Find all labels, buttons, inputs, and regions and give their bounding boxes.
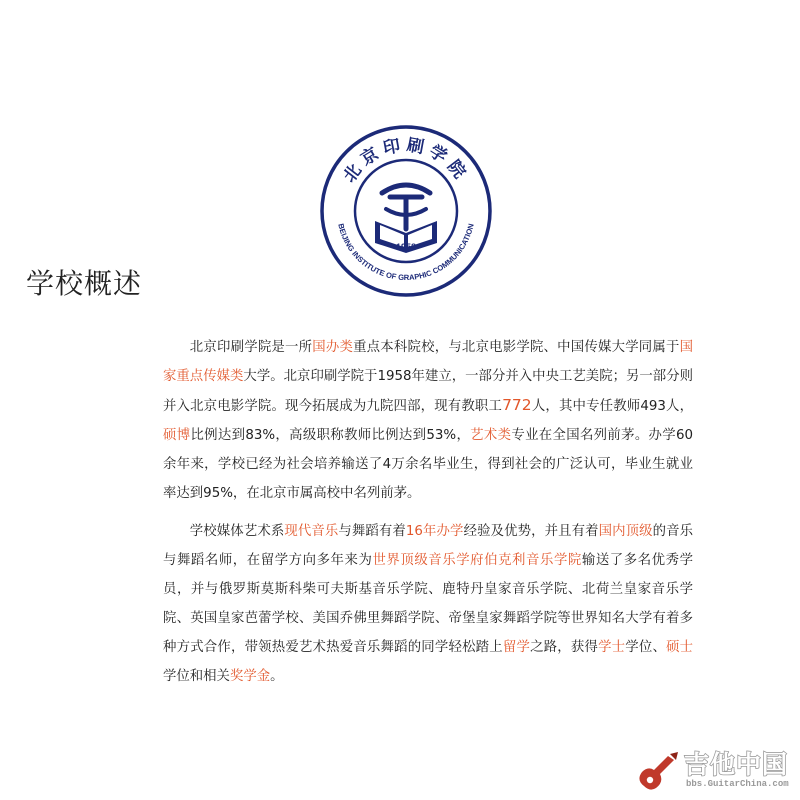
paragraph-text: 学位、 xyxy=(625,640,667,655)
paragraph-text: 重点本科院校，与北京电影学院、中国传媒大学同属于 xyxy=(353,340,680,355)
highlighted-keyword: 硕博 xyxy=(163,428,191,443)
paragraph-text: 北京印刷学院是一所 xyxy=(189,340,313,355)
paragraph-text: 学校媒体艺术系 xyxy=(189,524,285,539)
highlighted-keyword: 学士 xyxy=(598,640,626,655)
seal-english-name: BEIJING INSTITUTE OF GRAPHIC COMMUNICATION xyxy=(336,222,476,283)
intro-article xyxy=(163,333,693,691)
paragraph-text: 输送了多名优秀学员，并与俄罗斯莫斯科柴可夫斯基音乐学院、鹿特丹皇家音乐学院、北荷兰皇家音乐学院、英国皇家芭蕾学校、美国乔佛里舞蹈学院、帝堡皇家舞蹈学院等世界知名大学有着多种方式合作，带领热爱艺术热爱音乐舞蹈的同学轻松踏上 xyxy=(163,553,694,655)
paragraph-text: 的音乐与舞蹈名师，在留学方向多年来为 xyxy=(163,524,694,568)
highlighted-keyword: 世界顶级音乐学府伯克利音乐学院 xyxy=(372,553,582,568)
intro-paragraph-1 xyxy=(163,333,693,508)
highlighted-keyword: 国办类 xyxy=(312,340,354,355)
paragraph-text: 人，其中专任教师493人， xyxy=(531,399,694,414)
highlighted-keyword: 16年办学 xyxy=(405,524,464,539)
highlighted-keyword: 现代音乐 xyxy=(284,524,339,539)
highlighted-keyword: 硕士 xyxy=(666,640,694,655)
paragraph-text: 经验及优势，并且有着 xyxy=(463,524,599,539)
paragraph-text: 专业在全国名列前茅。办学60余年来，学校已经为社会培养输送了4万余名毕业生，得到社会的广泛认可，毕业生就业率达到95%，在北京市属高校中名列前茅。 xyxy=(163,428,694,501)
paragraph-text: 之路，获得 xyxy=(530,640,599,655)
highlighted-keyword: 艺术类 xyxy=(470,428,512,443)
paragraph-text: 大学。北京印刷学院于1958年建立，一部分并入中央工艺美院；另一部分则并入北京电影学院。现今拓展成为九院四部，现有教职工 xyxy=(163,369,693,414)
site-watermark xyxy=(634,750,790,794)
intro-paragraph-2 xyxy=(163,517,693,691)
guitar-logo-icon xyxy=(634,750,682,794)
university-seal-logo xyxy=(320,125,492,297)
highlighted-keyword: 奖学金 xyxy=(229,669,271,684)
highlighted-keyword: 国家重点传媒类 xyxy=(163,340,694,384)
paragraph-text: 学位和相关 xyxy=(163,669,230,684)
page-title: 学校概述 xyxy=(26,267,143,300)
highlighted-keyword: 国内顶级 xyxy=(598,524,653,539)
watermark-title: 吉他中国 xyxy=(684,750,789,779)
paragraph-text: 。 xyxy=(270,669,284,684)
seal-chinese-name: 北京印刷学院 xyxy=(339,135,473,187)
highlighted-keyword: 留学 xyxy=(502,640,531,655)
paragraph-text: 比例达到83%，高级职称教师比例达到53%， xyxy=(190,428,471,443)
watermark-url: bbs.GuitarChina.com xyxy=(686,779,789,789)
seal-year: 1958 xyxy=(395,242,417,252)
paragraph-text: 与舞蹈有着 xyxy=(338,524,406,539)
highlighted-keyword: 772 xyxy=(502,396,532,414)
